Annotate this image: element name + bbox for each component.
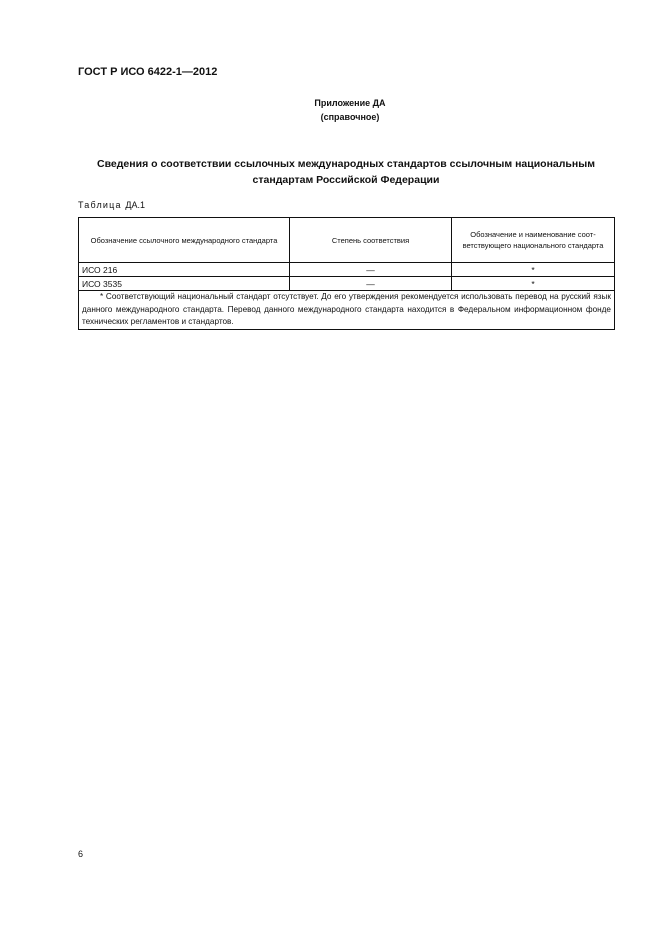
page-number: 6	[78, 849, 84, 859]
reference-table	[78, 217, 615, 330]
cell-national: *	[452, 263, 615, 277]
table-row	[79, 277, 615, 291]
section-title	[78, 156, 614, 188]
document-code: ГОСТ Р ИСО 6422-1—2012	[78, 66, 218, 78]
table-note-row	[79, 291, 615, 330]
note-mark: *	[100, 292, 104, 301]
appendix-heading	[0, 96, 661, 124]
table-label	[78, 200, 145, 210]
column-header-national: Обозначение и наименование соответствующего национального стандарта	[452, 218, 615, 263]
cell-designation: ИСО 3535	[79, 277, 290, 291]
column-header-degree: Степень соответствия	[290, 218, 452, 263]
table-label-number: ДА.1	[125, 200, 146, 210]
table-row	[79, 263, 615, 277]
cell-designation: ИСО 216	[79, 263, 290, 277]
note-text: Соответствующий национальный стандарт отсутствует. До его утверждения рекомендуется использовать перевод на русский язык данного международного стандарта. Перевод данного международного стандарта находится в Федеральном информационном фонде технических регламентов и стандартов.	[82, 292, 611, 326]
cell-degree: —	[290, 263, 452, 277]
cell-national: *	[452, 277, 615, 291]
column-header-international: Обозначение ссылочного международного стандарта	[79, 218, 290, 263]
table-header-row	[79, 218, 615, 263]
appendix-title: Приложение ДА	[314, 98, 386, 108]
table-note	[79, 291, 615, 330]
section-title-line-2: стандартам Российской Федерации	[252, 174, 440, 186]
section-title-line-1: Сведения о соответствии ссылочных международных стандартов ссылочным национальным	[97, 158, 595, 170]
appendix-kind: (справочное)	[320, 112, 380, 122]
cell-degree: —	[290, 277, 452, 291]
table-label-word: Таблица	[78, 200, 122, 210]
